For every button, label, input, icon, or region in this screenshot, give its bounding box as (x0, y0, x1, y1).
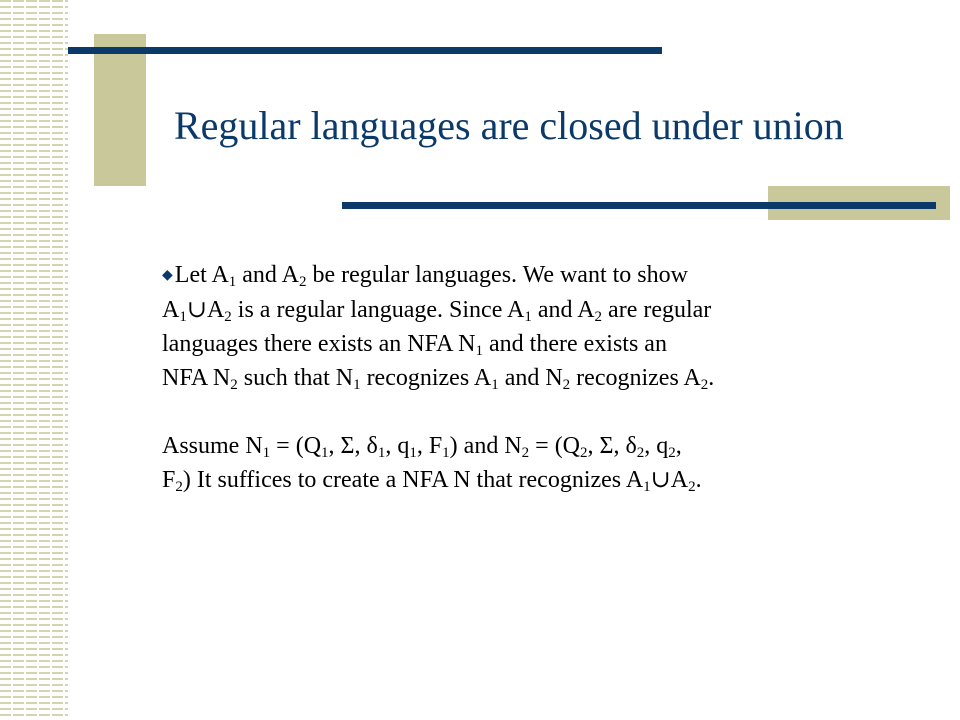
subscript: 1 (179, 309, 187, 325)
text-run: are regular (602, 297, 712, 323)
subscript: 2 (562, 377, 571, 393)
text-run: recognizes A (360, 365, 492, 391)
text-run: A (670, 467, 689, 493)
subscript: 2 (688, 479, 696, 495)
text-run: , F (416, 433, 443, 459)
text-run: F (162, 467, 176, 493)
subscript: 1 (643, 479, 651, 495)
slide-body (162, 258, 932, 497)
subscript: 2 (230, 377, 238, 393)
text-run: Assume N (162, 433, 263, 459)
text-run: A (206, 297, 225, 323)
text-run: NFA N (162, 365, 231, 391)
text-run: such that N (237, 365, 354, 391)
left-striped-margin-overlay (0, 0, 68, 720)
text-run: A (162, 297, 180, 323)
paragraph-1-line-4 (162, 361, 932, 395)
subscript: 2 (668, 445, 676, 461)
decorative-line-top (68, 47, 662, 54)
text-run: Let A (174, 262, 229, 288)
subscript: 1 (321, 445, 329, 461)
text-run: ) and N (449, 433, 522, 459)
subscript: 1 (228, 274, 237, 290)
subscript: 1 (377, 445, 386, 461)
text-run: , Σ, δ (328, 433, 378, 459)
text-run: . (708, 365, 715, 391)
subscript: 2 (521, 445, 530, 461)
subscript: 2 (175, 479, 183, 495)
text-run: = (Q (529, 433, 581, 459)
text-run: and there exists an (483, 331, 667, 357)
subscript: 1 (353, 377, 361, 393)
text-run: and A (531, 297, 595, 323)
subscript: 1 (475, 343, 483, 359)
subscript: 2 (594, 309, 603, 325)
paragraph-2-line-1 (162, 429, 932, 463)
subscript: 2 (224, 309, 232, 325)
paragraph-1-line-3 (162, 327, 932, 361)
text-run: , (675, 433, 682, 459)
union-symbol: ∪ (186, 297, 207, 323)
subscript: 2 (580, 445, 588, 461)
subscript: 1 (491, 377, 499, 393)
decorative-line-bottom (342, 202, 936, 209)
text-run: and N (498, 365, 563, 391)
paragraph-gap (162, 395, 932, 429)
text-run: languages there exists an NFA N (162, 331, 476, 357)
text-run: = (Q (270, 433, 322, 459)
text-run: and A (236, 262, 299, 288)
text-run: . (695, 467, 702, 493)
diamond-bullet-icon: ◆ (162, 268, 173, 283)
decorative-block-top (94, 34, 146, 186)
text-run: be regular languages. We want to show (306, 262, 688, 288)
subscript: 1 (409, 445, 417, 461)
subscript: 2 (636, 445, 645, 461)
slide-title: Regular languages are closed under union (174, 103, 844, 148)
subscript: 2 (700, 377, 709, 393)
subscript: 1 (262, 445, 271, 461)
text-run: is a regular language. Since A (231, 297, 525, 323)
paragraph-1-line-2 (162, 293, 932, 327)
text-run: , Σ, δ (587, 433, 637, 459)
subscript: 2 (298, 274, 307, 290)
subscript: 1 (442, 445, 450, 461)
paragraph-1-line-1 (162, 258, 932, 293)
text-run: recognizes A (570, 365, 701, 391)
text-run: ) It suffices to create a NFA N that recognizes A (182, 467, 644, 493)
text-run: , q (385, 433, 410, 459)
paragraph-2-line-2 (162, 463, 932, 497)
subscript: 1 (524, 309, 532, 325)
text-run: , q (644, 433, 669, 459)
union-symbol: ∪ (650, 467, 671, 493)
